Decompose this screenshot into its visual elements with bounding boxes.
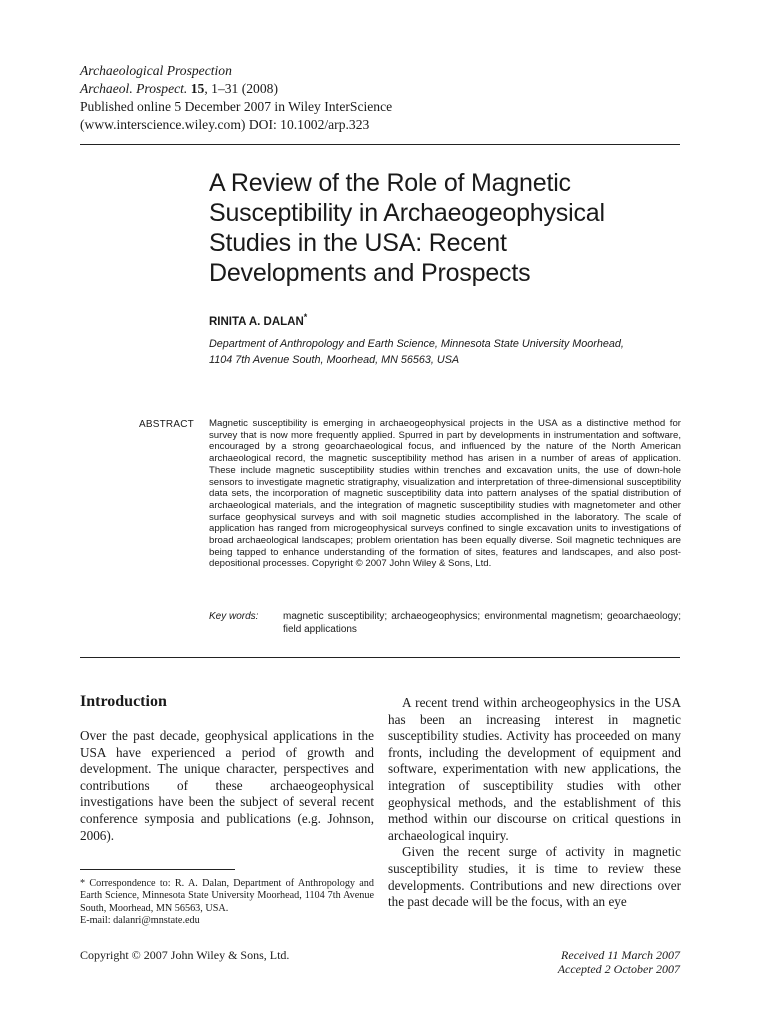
author-mark: *: [303, 312, 308, 322]
footnote-email: E-mail: dalanri@mnstate.edu: [80, 915, 200, 927]
article-title: [209, 168, 679, 288]
copyright: Copyright © 2007 John Wiley & Sons, Ltd.: [80, 948, 290, 962]
body-column-right: [388, 695, 681, 911]
title-line: A Review of the Role of Magnetic: [209, 169, 571, 197]
title-line: Developments and Prospects: [209, 259, 531, 287]
journal-citation: [80, 80, 392, 98]
title-line: Studies in the USA: Recent: [209, 229, 507, 257]
affiliation-line: Department of Anthropology and Earth Science, Minnesota State University Moorhead,: [209, 338, 624, 350]
title-line: Susceptibility in Archaeogeophysical: [209, 199, 605, 227]
affiliation: [209, 336, 679, 368]
author-name: RINITA A. DALAN: [209, 315, 304, 328]
footnote: [80, 878, 374, 928]
keywords: magnetic susceptibility; archaeogeophysics; environmental magnetism; geoarchaeology; field applications: [283, 611, 681, 635]
footnote-rule: [80, 869, 235, 870]
accepted-date: Accepted 2 October 2007: [557, 962, 680, 976]
abstract-label: ABSTRACT: [139, 419, 194, 430]
header-rule: [80, 144, 680, 145]
author: [209, 312, 307, 328]
body-column-left: [80, 728, 374, 844]
affiliation-line: 1104 7th Avenue South, Moorhead, MN 56563, USA: [209, 354, 460, 366]
dates: [558, 948, 680, 976]
journal-header: [80, 62, 392, 134]
citation-pages: , 1–31 (2008): [204, 81, 278, 96]
footnote-text: * Correspondence to: R. A. Dalan, Department of Anthropology and Earth Science, Minnesota State University Moorhead, 1104 7th Avenue South, Moorhead, MN 56563, USA.: [80, 878, 374, 914]
section-heading: Introduction: [80, 693, 167, 710]
published-line: Published online 5 December 2007 in Wiley InterScience: [80, 99, 393, 114]
keywords-label: Key words:: [209, 611, 259, 622]
abstract-rule: [80, 657, 680, 658]
paragraph: Over the past decade, geophysical applications in the USA have experienced a period of growth and development. The unique character, perspectives and contributions of these archaeogeophysical investigations have been the subject of several recent conference symposia and publications (e.g. Johnson, 2006).: [80, 728, 374, 843]
received-date: Received 11 March 2007: [561, 948, 680, 962]
paragraph: A recent trend within archeogeophysics in the USA has been an increasing interest in magnetic susceptibility studies. Activity has proceeded on many fronts, including the development of equipment and software, experimentation with new applications, the integration of susceptibility studies with other geophysical methods, and the establishment of this method within our discourse on critical questions in archaeological inquiry.: [388, 695, 681, 843]
citation-abbrev: Archaeol. Prospect.: [80, 81, 188, 96]
citation-volume: 15: [190, 81, 205, 96]
abstract-text: Magnetic susceptibility is emerging in archaeogeophysical projects in the USA as a distinctive method for survey that is now more frequently applied. Spurred in part by developments in instrumentation and software, encouraged by a strong geoarchaeological focus, and influenced by the nature of the North American archaeological record, the magnetic susceptibility method has arisen in a number of areas of application. These include magnetic susceptibility studies within trenches and excavation units, the use of down-hole sensors to investigate magnetic stratigraphy, visualization and interpretation of three-dimensional susceptibility data sets, the incorporation of magnetic susceptibility data into pattern analyses of the spatial distribution of archaeological materials, and the integration of magnetic susceptibility studies with magnetometer and other surface geophysical surveys and with soil magnetic studies accomplished in the laboratory. The scale of application has ranged from microgeophysical surveys confined to single excavation units to investigations of broad archaeological landscapes; problem orientation has been equally diverse. Soil magnetic techniques are being tapped to enhance understanding of the formation of sites, features and landscapes, and also post-depositional processes. Copyright © 2007 John Wiley & Sons, Ltd.: [209, 418, 681, 570]
journal-name: Archaeological Prospection: [80, 63, 232, 78]
doi-line: (www.interscience.wiley.com) DOI: 10.1002/arp.323: [80, 117, 370, 132]
paragraph: Given the recent surge of activity in magnetic susceptibility studies, it is time to review these developments. Contributions and new directions over the past decade will be the focus, with an eye: [388, 844, 681, 910]
